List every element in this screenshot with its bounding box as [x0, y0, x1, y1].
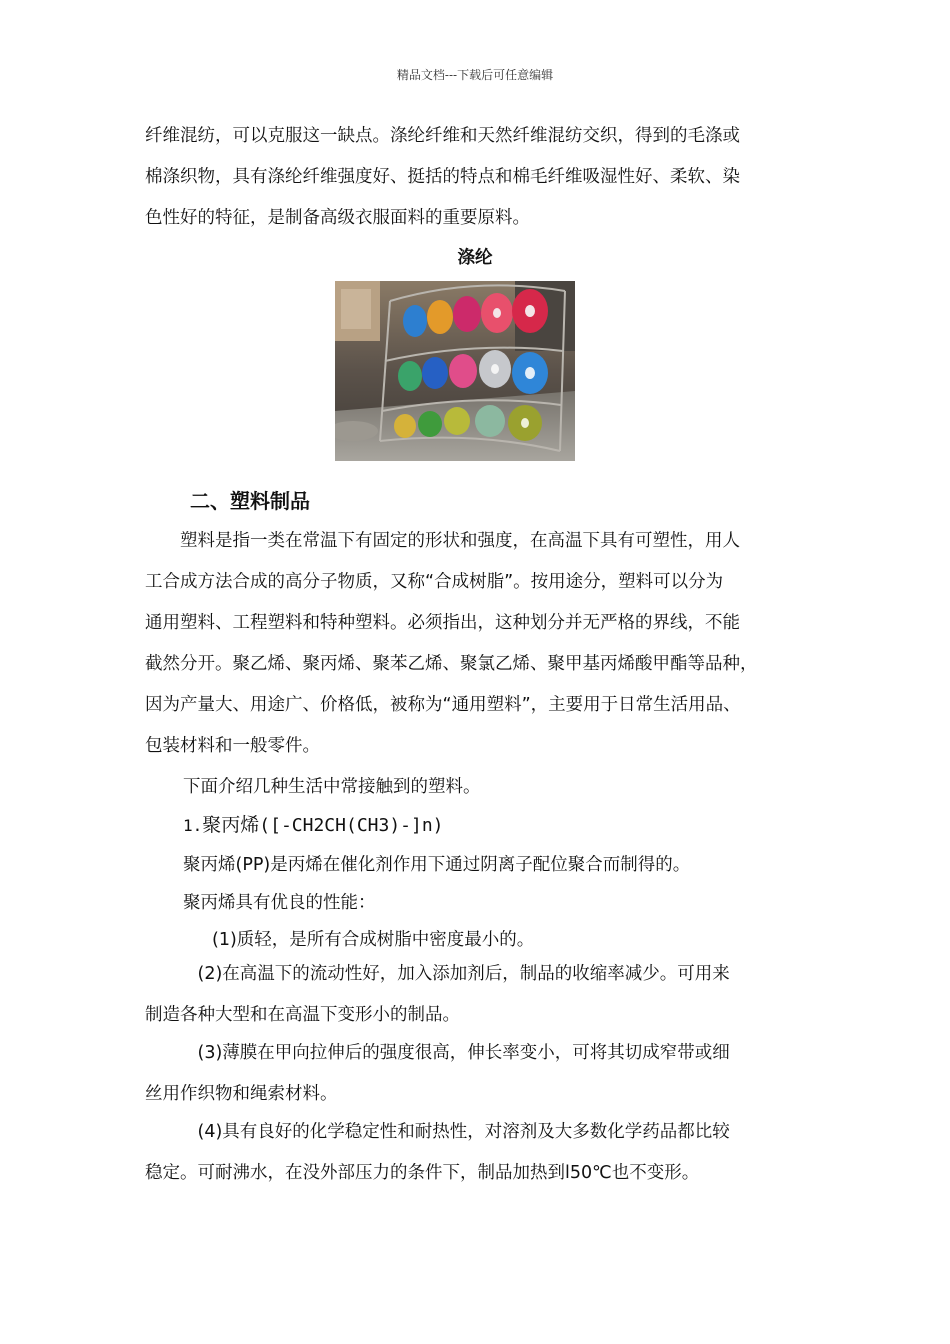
pp-property-1: (1)质轻，是所有合成树脂中密度最小的。 [212, 930, 535, 950]
text-line: 工合成方法合成的高分子物质，又称“合成树脂”。按用途分，塑料可以分为 [145, 572, 724, 592]
text-line: 因为产量大、用途广、价格低，被称为“通用塑料”，主要用于日常生活用品、 [145, 695, 741, 715]
text-line: 棉涤织物，具有涤纶纤维强度好、挺括的特点和棉毛纤维吸湿性好、柔软、染 [145, 167, 740, 187]
page-header: 精品文档---下载后可任意编辑 [396, 68, 554, 82]
plastics-paragraph [145, 521, 845, 767]
pp-abbreviation: 聚丙烯(PP) [183, 855, 271, 875]
text-line: 截然分开。聚乙烯、聚丙烯、聚苯乙烯、聚氯乙烯、聚甲基丙烯酸甲酯等品种， [145, 654, 758, 674]
figure-caption: 涤纶 [457, 248, 493, 268]
intro-paragraph [145, 116, 825, 239]
text-line: 通用塑料、工程塑料和特种塑料。必须指出，这种划分并无严格的界线，不能 [145, 613, 740, 633]
text-line: 纤维混纺，可以克服这一缺点。涤纶纤维和天然纤维混纺交织，得到的毛涤或 [145, 126, 740, 146]
pp-property-4 [145, 1112, 825, 1194]
text-line: (2)在高温下的流动性好，加入添加剂后，制品的收缩率减少。可用来 [145, 964, 730, 984]
text-line: 色性好的特征，是制备高级衣服面料的重要原料。 [145, 208, 530, 228]
section-heading: 二、塑料制品 [190, 489, 310, 513]
text-line: (3)薄膜在甲向拉伸后的强度很高，伸长率变小，可将其切成窄带或细 [145, 1043, 730, 1063]
pp-heading [183, 810, 444, 837]
pp-property-2 [145, 954, 825, 1036]
pp-properties-title: 聚丙烯具有优良的性能： [183, 893, 376, 913]
pp-formula: ([-CH2CH(CH3)-]n) [259, 815, 444, 836]
pp-definition [183, 851, 690, 876]
text-line: 制造各种大型和在高温下变形小的制品。 [145, 1005, 460, 1025]
pp-number: 1. [183, 816, 203, 835]
pp-property-3 [145, 1033, 825, 1115]
pp-name: 聚丙烯 [202, 814, 260, 836]
text-line: (4)具有良好的化学稳定性和耐热性，对溶剂及大多数化学药品都比较 [145, 1122, 730, 1142]
plastics-intro-line: 下面介绍几种生活中常接触到的塑料。 [183, 777, 481, 797]
polyester-spools-photo [335, 281, 575, 461]
text-line: 丝用作织物和绳索材料。 [145, 1084, 338, 1104]
pp-definition-text: 是丙烯在催化剂作用下通过阴离子配位聚合而制得的。 [270, 855, 691, 875]
text-line: 包装材料和一般零件。 [145, 736, 320, 756]
text-line: 稳定。可耐沸水，在没外部压力的条件下，制品加热到l50℃也不变形。 [145, 1163, 700, 1183]
spools-illustration [335, 281, 575, 461]
text-line: 塑料是指一类在常温下有固定的形状和强度，在高温下具有可塑性，用人 [145, 531, 740, 551]
